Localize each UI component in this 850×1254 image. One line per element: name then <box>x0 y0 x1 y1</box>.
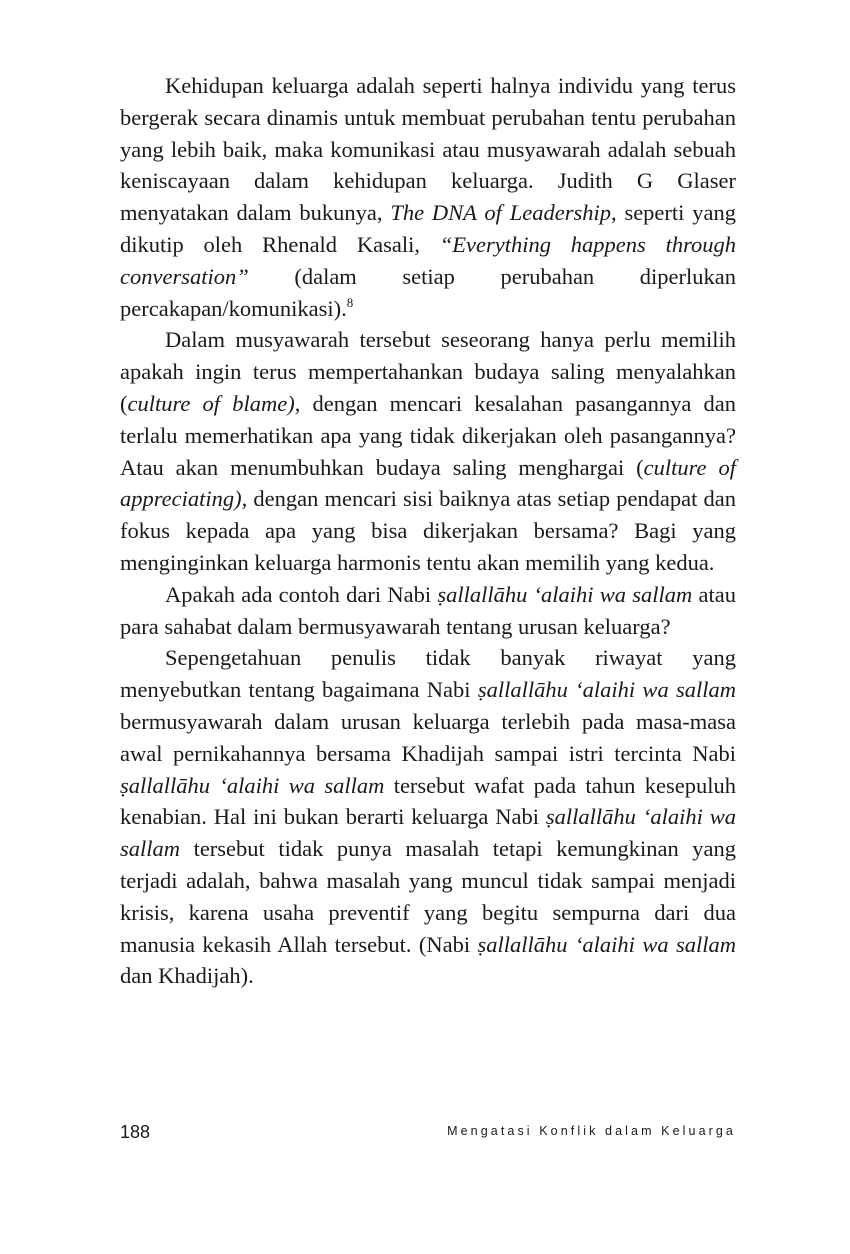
paragraph <box>120 70 736 324</box>
page-number: 188 <box>120 1122 151 1142</box>
text-run: dan Khadijah). <box>120 963 254 989</box>
text-run: tersebut tidak punya masalah tetapi kemungkinan yang terjadi adalah, bahwa masalah yang muncul tidak sampai menjadi krisis, karena usaha preventif yang begitu sempurna dari dua manusia kekasih Allah tersebut. (Nabi <box>120 836 736 957</box>
body-text <box>120 70 736 992</box>
text-run: , dengan mencari kesalahan pasangannya dan terlalu memerhatikan apa yang tidak dikerjakan oleh pasangannya? Atau akan menumbuhkan budaya saling menghargai ( <box>120 390 736 480</box>
text-run: (dalam setiap perubahan diperlukan percakapan/komunikasi). <box>120 263 736 321</box>
italic-text: ṣallallāhu ‘alaihi wa sallam <box>477 677 736 703</box>
running-title: Mengatasi Konflik dalam Keluarga <box>447 1124 736 1138</box>
text-run: tersebut wafat pada tahun kesepuluh kenabian. Hal ini bukan berarti keluarga Nabi <box>120 772 736 830</box>
text-run: atau para sahabat dalam bermusyawarah tentang urusan keluarga? <box>120 581 736 639</box>
text-run: dengan mencari sisi baiknya atas setiap pendapat dan fokus kepada apa yang bisa dikerjakan bersama? Bagi yang menginginkan keluarga harmonis tentu akan memilih yang kedua. <box>120 486 736 575</box>
text-run: Kehidupan keluarga adalah seperti halnya individu yang terus bergerak secara dinamis untuk membuat perubahan tentu perubahan yang lebih baik, maka komunikasi atau musyawarah adalah sebuah keniscayaan dalam kehidupan keluarga. Judith G Glaser menyatakan dalam bukunya, <box>120 73 736 226</box>
italic-text: ṣallallāhu ‘alaihi wa sallam <box>120 804 737 862</box>
page-footer <box>120 1122 736 1146</box>
text-run: Apakah ada contoh dari Nabi <box>165 581 438 607</box>
italic-text: culture of blame) <box>127 390 295 416</box>
text-run: Sepengetahuan penulis tidak banyak riwayat yang menyebutkan tentang bagaimana Nabi <box>120 645 736 703</box>
footnote-ref: 8 <box>346 294 354 310</box>
paragraph <box>120 324 736 578</box>
italic-text: ṣallallāhu ‘alaihi wa sallam <box>477 931 736 957</box>
italic-text: The DNA of Leadership <box>390 200 611 226</box>
paragraph <box>120 579 736 643</box>
paragraph <box>120 642 736 992</box>
text-run: , seperti yang dikutip oleh Rhenald Kasali, <box>120 200 736 257</box>
text-run: bermusyawarah dalam urusan keluarga terlebih pada masa-masa awal pernikahannya bersama Khadijah sampai istri tercinta Nabi <box>120 708 736 766</box>
italic-text: ṣallallāhu ‘alaihi wa sallam <box>437 581 693 607</box>
text-run: Dalam musyawarah tersebut seseorang hanya perlu memilih apakah ingin terus mempertahankan budaya saling menyalahkan ( <box>120 327 736 416</box>
italic-text: “Everything happens through conversation” <box>120 231 736 289</box>
italic-text: culture of appreciating), <box>120 454 736 512</box>
italic-text: ṣallallāhu ‘alaihi wa sallam <box>120 772 385 798</box>
